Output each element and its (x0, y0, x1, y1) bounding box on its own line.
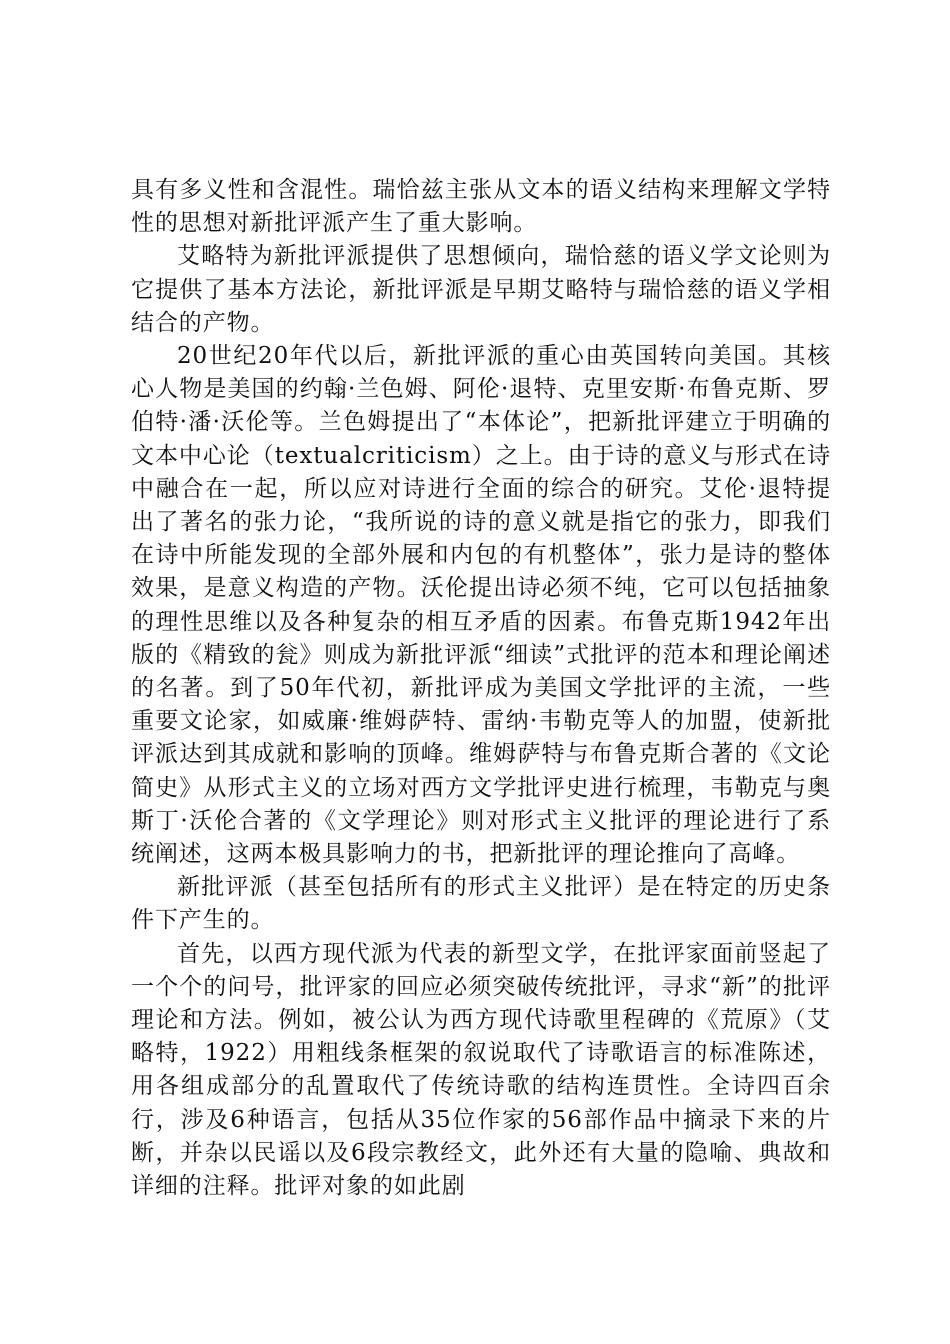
paragraph-2: 艾略特为新批评派提供了思想倾向，瑞恰慈的语义学文论则为它提供了基本方法论，新批评派是早期艾略特与瑞恰慈的语义学相结合的产物。 (131, 243, 831, 336)
document-page (131, 174, 831, 1203)
paragraph-1: 具有多义性和含混性。瑞恰兹主张从文本的语义结构来理解文学特性的思想对新批评派产生了重大影响。 (131, 177, 831, 237)
paragraph-3: 20世纪20年代以后，新批评派的重心由英国转向美国。其核心人物是美国的约翰·兰色姆、阿伦·退特、克里安斯·布鲁克斯、罗伯特·潘·沃伦等。兰色姆提出了“本体论”，把新批评建立于明确的文本中心论（textualcriticism）之上。由于诗的意义与形式在诗中融合在一起，所以应对诗进行全面的综合的研究。艾伦·退特提出了著名的张力论，“我所说的诗的意义就是指它的张力，即我们在诗中所能发现的全部外展和内包的有机整体”，张力是诗的整体效果，是意义构造的产物。沃伦提出诗必须不纯，它可以包括抽象的理性思维以及各种复杂的相互矛盾的因素。布鲁克斯1942年出版的《精致的瓮》则成为新批评派“细读”式批评的范本和理论阐述的名著。到了50年代初，新批评成为美国文学批评的主流，一些重要文论家，如威廉·维姆萨特、雷纳·韦勒克等人的加盟，使新批评派达到其成就和影响的顶峰。维姆萨特与布鲁克斯合著的《文论简史》从形式主义的立场对西方文学批评史进行梳理，韦勒克与奥斯丁·沃伦合著的《文学理论》则对形式主义批评的理论进行了系统阐述，这两本极具影响力的书，把新批评的理论推向了高峰。 (131, 343, 831, 868)
paragraph-4: 新批评派（甚至包括所有的形式主义批评）是在特定的历史条件下产生的。 (131, 874, 831, 934)
paragraph-5: 首先，以西方现代派为代表的新型文学，在批评家面前竖起了一个个的问号，批评家的回应必须突破传统批评，寻求“新”的批评理论和方法。例如，被公认为西方现代诗歌里程碑的《荒原》（艾略特，1922）用粗线条框架的叙说取代了诗歌语言的标准陈述，用各组成部分的乱置取代了传统诗歌的结构连贯性。全诗四百余行，涉及6种语言，包括从35位作家的56部作品中摘录下来的片断，并杂以民谣以及6段宗教经文，此外还有大量的隐喻、典故和详细的注释。批评对象的如此剧 (131, 940, 831, 1200)
